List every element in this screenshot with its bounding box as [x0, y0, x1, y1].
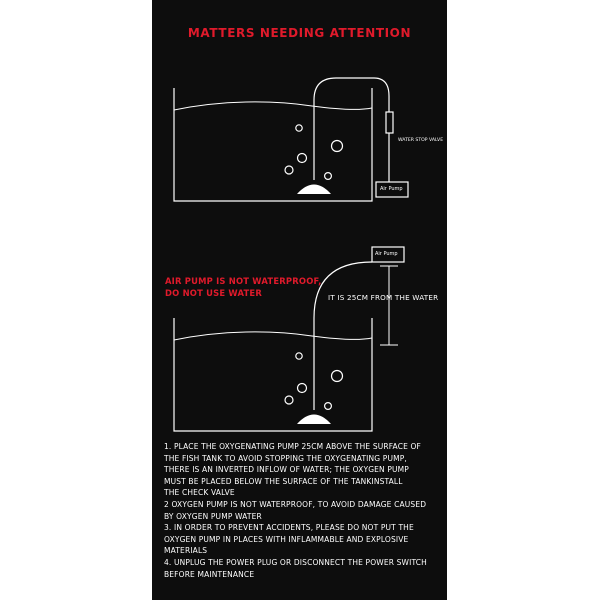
waterproof-warning	[165, 275, 321, 299]
water-stop-valve	[386, 112, 393, 133]
warning-line: AIR PUMP IS NOT WATERPROOF,	[165, 276, 322, 286]
instruction-line: OXYGEN PUMP IN PLACES WITH INFLAMMABLE AND EXPLOSIVE	[164, 534, 409, 544]
instruction-line: BEFORE MAINTENANCE	[164, 569, 255, 579]
distance-label: IT IS 25CM FROM THE WATER	[328, 293, 439, 302]
bubble	[296, 353, 302, 359]
bubble	[285, 166, 293, 174]
instruction-line: 1. PLACE THE OXYGENATING PUMP 25CM ABOVE THE SURFACE OF	[164, 442, 422, 451]
instruction-line: THE FISH TANK TO AVOID STOPPING THE OXYGENATING PUMP,	[164, 453, 407, 463]
instruction-line: 4. UNPLUG THE POWER PLUG OR DISCONNECT THE POWER SWITCH	[164, 557, 427, 567]
bubble	[285, 396, 293, 404]
bubble	[325, 173, 332, 180]
air-tube-bottom	[314, 262, 372, 410]
air-pump-label-bottom: Air Pump	[375, 251, 398, 257]
instruction-line: 2 OXYGEN PUMP IS NOT WATERPROOF, TO AVOID DAMAGE CAUSED	[164, 499, 427, 509]
bubble	[325, 403, 332, 410]
air-stone-top	[297, 185, 331, 195]
air-stone-bottom	[297, 415, 331, 425]
instruction-line: 3. IN ORDER TO PREVENT ACCIDENTS, PLEASE DO NOT PUT THE	[164, 523, 414, 533]
water-surface-bottom	[174, 332, 372, 340]
instruction-panel	[152, 0, 447, 600]
bubble	[296, 125, 302, 131]
instruction-line: BY OXYGEN PUMP WATER	[164, 511, 262, 521]
water-surface-top	[174, 102, 372, 110]
page-title: MATTERS NEEDING ATTENTION	[187, 26, 412, 40]
instruction-line: THERE IS AN INVERTED INFLOW OF WATER; THE OXYGEN PUMP	[164, 465, 409, 475]
water-stop-valve-label: WATER STOP VALVE	[398, 138, 444, 143]
air-pump-label-top: Air Pump	[380, 186, 403, 192]
bubble	[298, 154, 307, 163]
instructions-list	[164, 441, 446, 580]
air-tube-top	[314, 78, 389, 180]
instruction-line: MATERIALS	[164, 546, 208, 556]
warning-line: DO NOT USE WATER	[165, 288, 262, 298]
bubble	[298, 384, 307, 393]
instruction-line: THE CHECK VALVE	[164, 488, 235, 498]
bubble	[332, 371, 343, 382]
bubble	[332, 141, 343, 152]
instruction-line: MUST BE PLACED BELOW THE SURFACE OF THE TANKINSTALL	[164, 476, 403, 486]
